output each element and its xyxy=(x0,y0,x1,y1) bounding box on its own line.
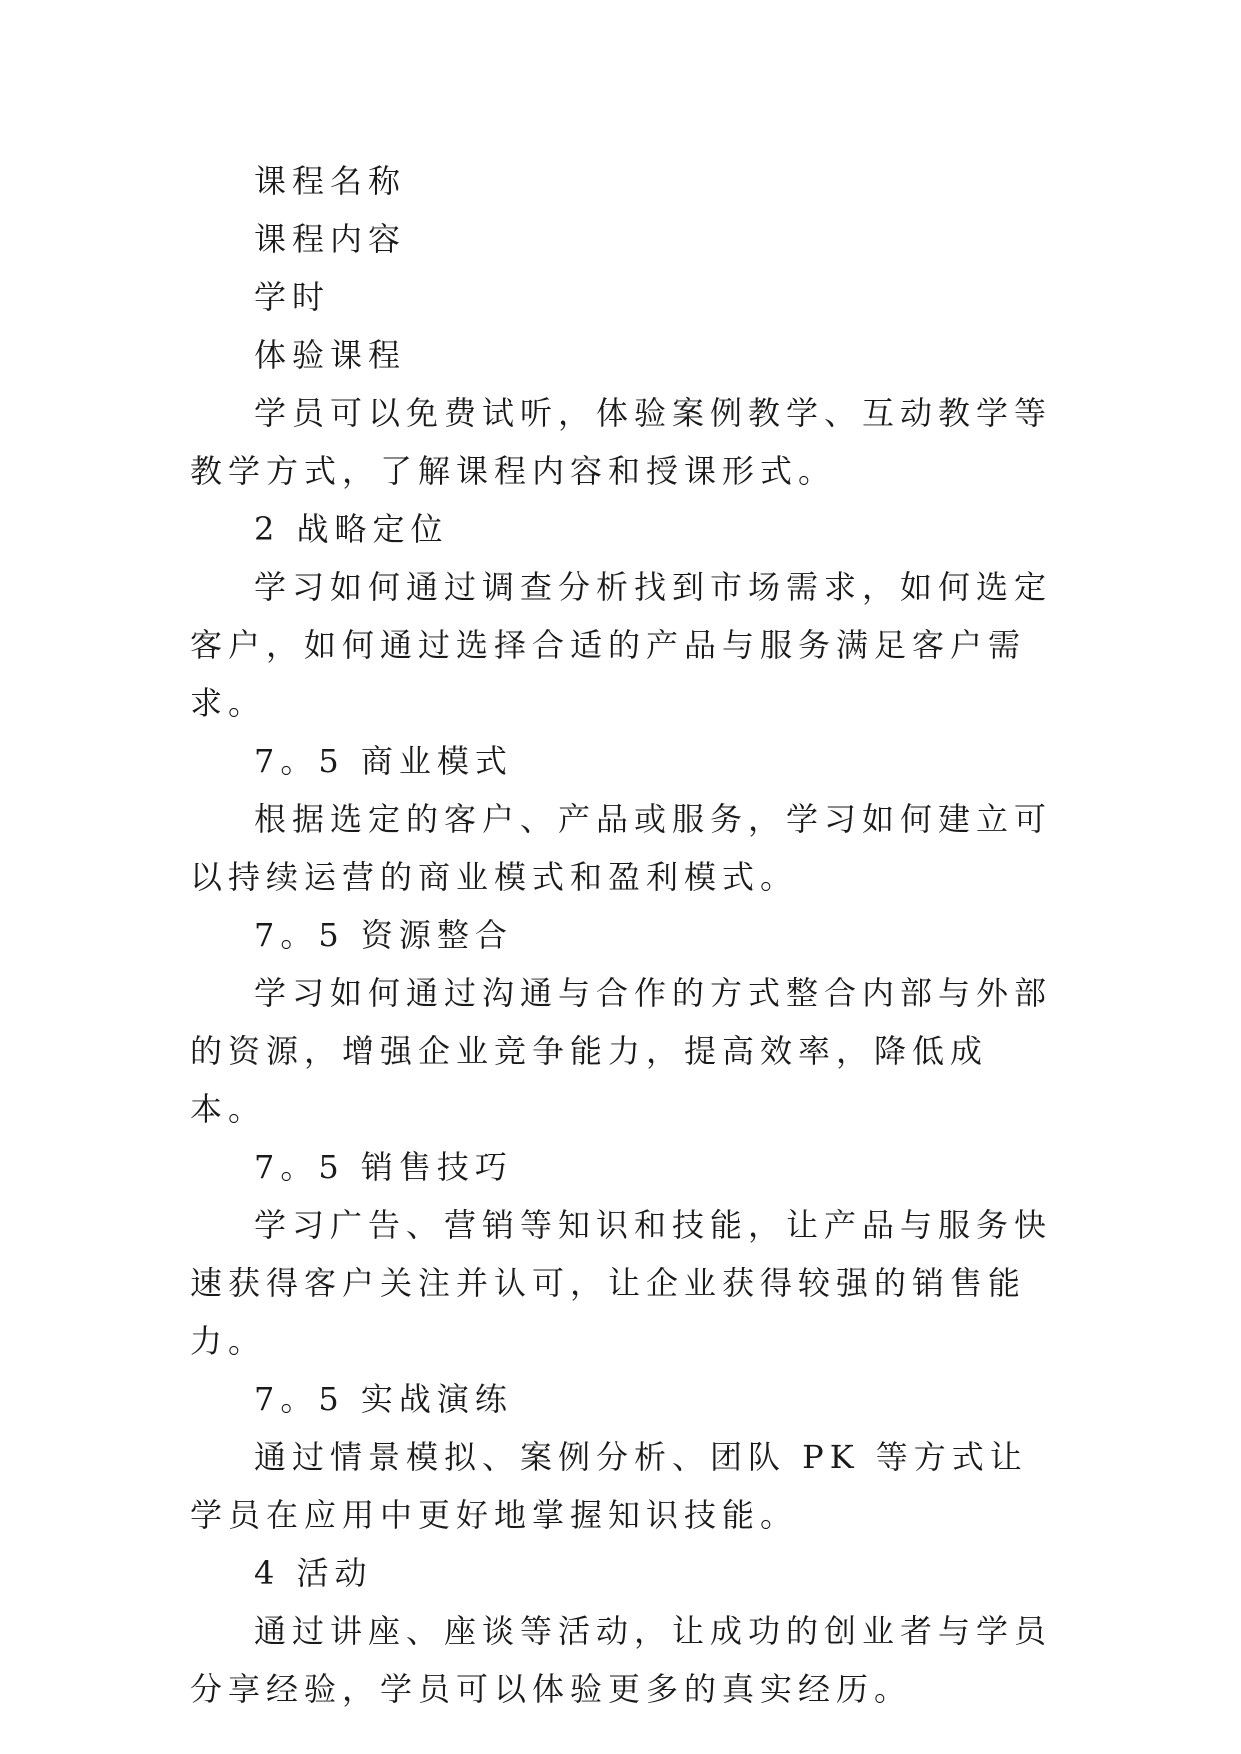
paragraph-practice-heading: 7。5 实战演练 xyxy=(254,1380,513,1418)
paragraph-course-name: 课程名称 xyxy=(254,162,407,200)
paragraph-resource-body: 学习如何通过沟通与合作的方式整合内部与外部的资源，增强企业竞争能力，提高效率，降低成本。 xyxy=(190,974,1053,1128)
paragraph-sales-body: 学习广告、营销等知识和技能，让产品与服务快速获得客户关注并认可，让企业获得较强的销售能力。 xyxy=(190,1206,1053,1360)
paragraph-practice-body: 通过情景模拟、案例分析、团队 PK 等方式让学员在应用中更好地掌握知识技能。 xyxy=(190,1438,1028,1534)
paragraph-trial-course-body: 学员可以免费试听，体验案例教学、互动教学等教学方式，了解课程内容和授课形式。 xyxy=(190,394,1053,490)
paragraph-sales-heading: 7。5 销售技巧 xyxy=(254,1148,513,1186)
paragraph-business-model-heading: 7。5 商业模式 xyxy=(254,742,513,780)
paragraph-strategy-body: 学习如何通过调查分析找到市场需求，如何选定客户，如何通过选择合适的产品与服务满足客户需求。 xyxy=(190,568,1053,722)
paragraph-business-model-body: 根据选定的客户、产品或服务，学习如何建立可以持续运营的商业模式和盈利模式。 xyxy=(190,800,1053,896)
paragraph-activity-heading: 4 活动 xyxy=(254,1554,373,1592)
paragraph-course-content: 课程内容 xyxy=(254,220,407,258)
paragraph-trial-course-heading: 体验课程 xyxy=(254,336,407,374)
paragraph-strategy-heading: 2 战略定位 xyxy=(254,510,449,548)
document-body xyxy=(190,152,1060,1718)
paragraph-activity-body: 通过讲座、座谈等活动，让成功的创业者与学员分享经验，学员可以体验更多的真实经历。 xyxy=(190,1612,1053,1708)
paragraph-hours: 学时 xyxy=(254,278,331,316)
paragraph-resource-heading: 7。5 资源整合 xyxy=(254,916,513,954)
